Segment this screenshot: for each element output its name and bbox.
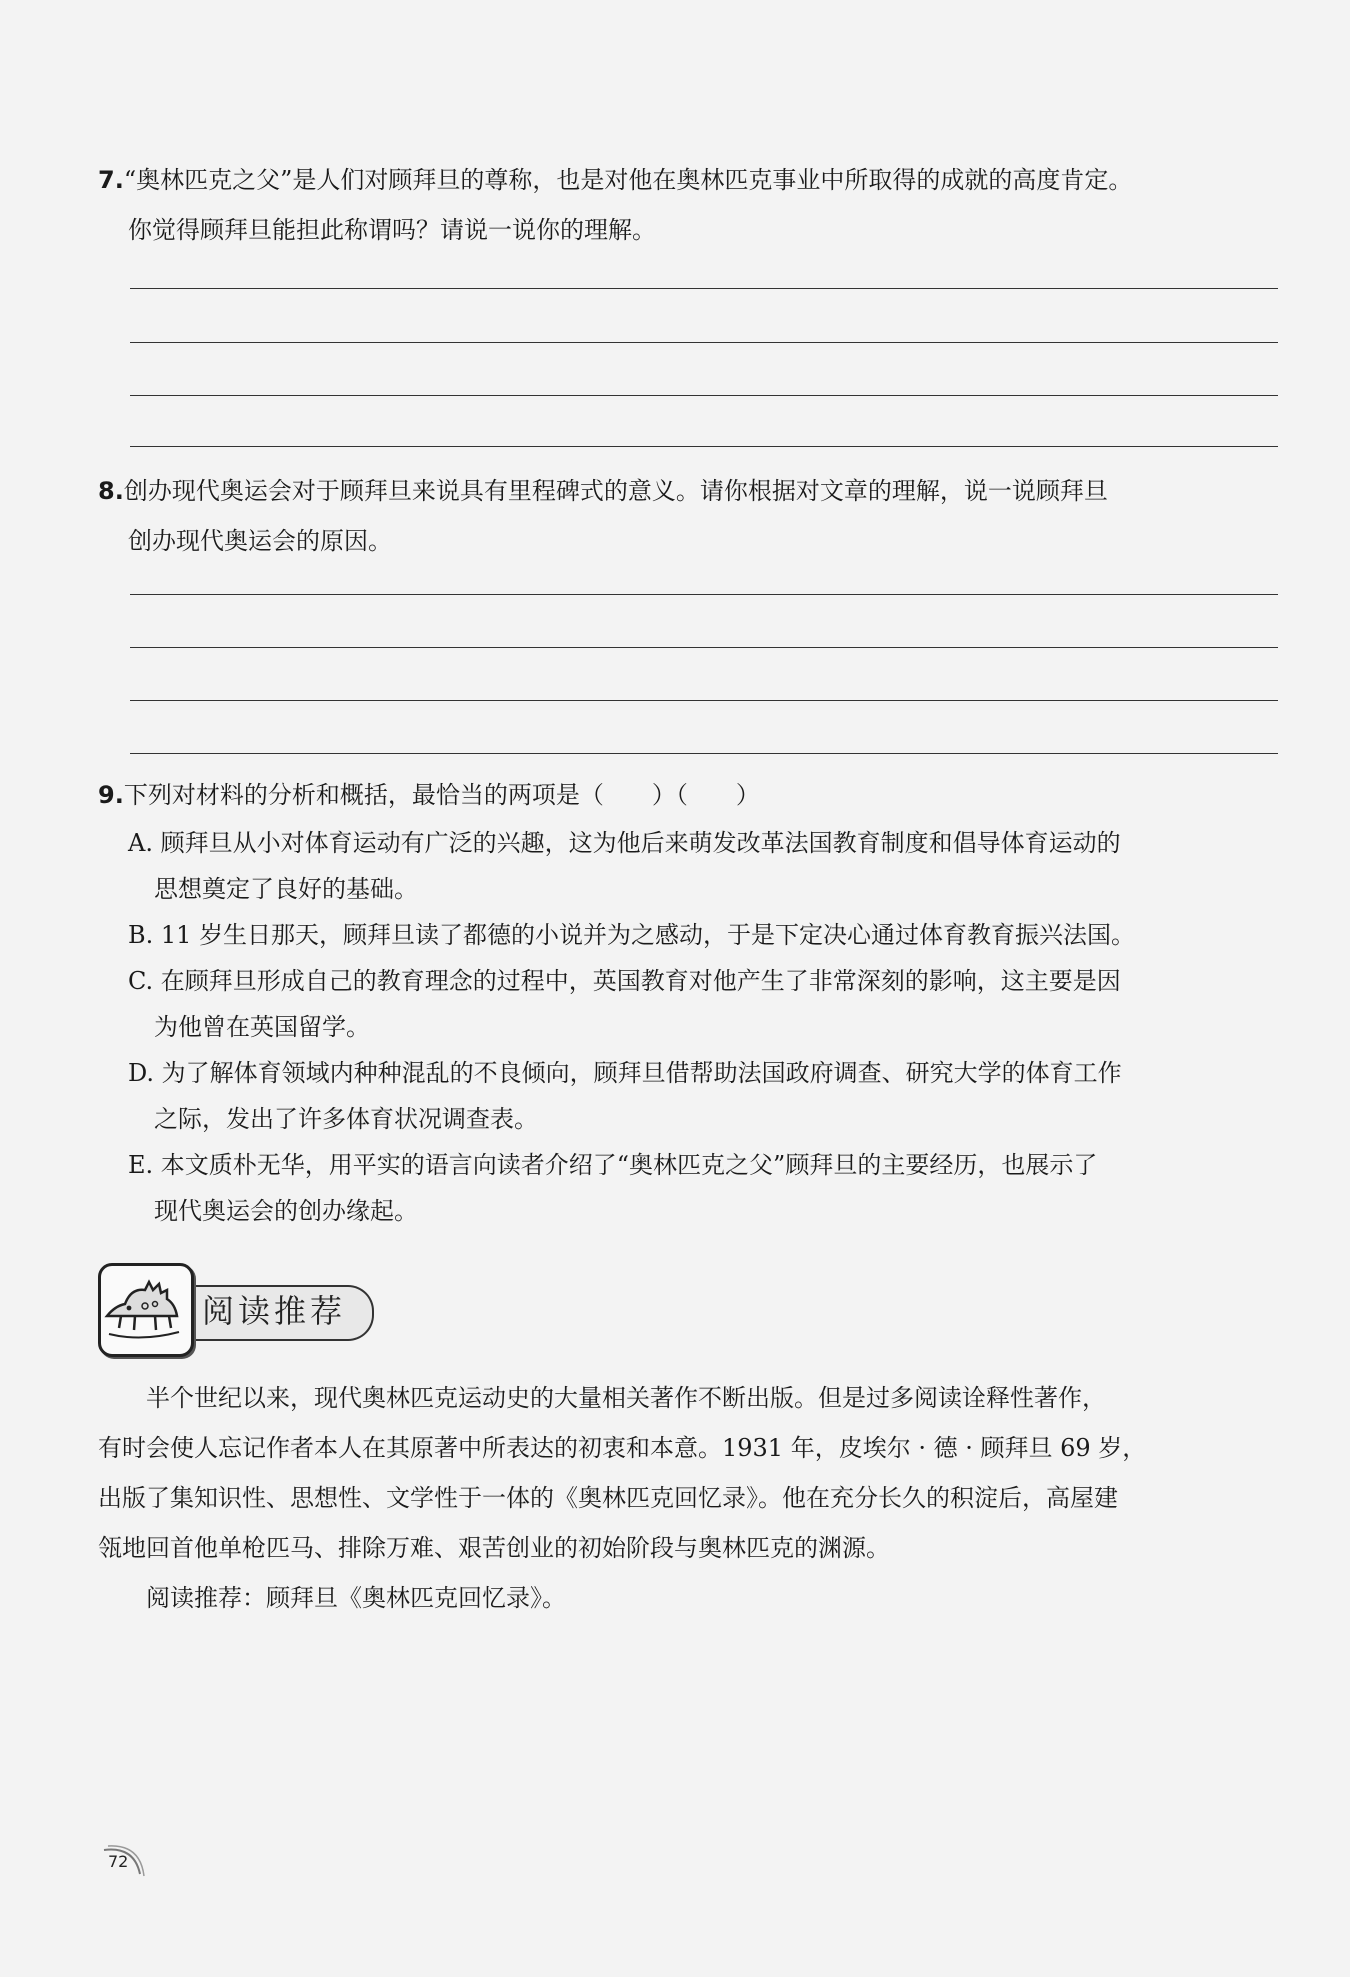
question-7-line-1 xyxy=(98,155,1278,205)
answer-line[interactable] xyxy=(130,594,1278,595)
question-text: 下列对材料的分析和概括，最恰当的两项是（ ）（ ） xyxy=(123,781,760,809)
question-8 xyxy=(98,466,1278,566)
recommendation-line: 阅读推荐：顾拜旦《奥林匹克回忆录》。 xyxy=(98,1584,566,1612)
reading-recommendation-header xyxy=(98,1263,378,1355)
question-9-stem xyxy=(98,770,1278,820)
option-c-continued: 为他曾在英国留学。 xyxy=(154,1013,370,1041)
section-title: 阅读推荐 xyxy=(202,1292,347,1330)
option-a[interactable]: A. 顾拜旦从小对体育运动有广泛的兴趣，这为他后来萌发改革法国教育制度和倡导体育运动的 xyxy=(128,829,1121,857)
paragraph-line: 瓴地回首他单枪匹马、排除万难、艰苦创业的初始阶段与奥林匹克的渊源。 xyxy=(98,1534,890,1562)
answer-line[interactable] xyxy=(130,288,1278,289)
question-text: 创办现代奥运会对于顾拜旦来说具有里程碑式的意义。请你根据对文章的理解，说一说顾拜旦 xyxy=(123,477,1108,505)
option-e-continued: 现代奥运会的创办缘起。 xyxy=(154,1197,418,1225)
answer-line[interactable] xyxy=(130,700,1278,701)
paragraph-line: 半个世纪以来，现代奥林匹克运动史的大量相关著作不断出版。但是过多阅读诠释性著作， xyxy=(98,1384,1106,1412)
recommendation-paragraph xyxy=(98,1373,1278,1623)
question-number: 9. xyxy=(98,781,124,809)
header-icon-box xyxy=(98,1263,194,1357)
paragraph-line: 有时会使人忘记作者本人在其原著中所表达的初衷和本意。1931 年，皮埃尔 · 德 · 顾拜旦 69 岁， xyxy=(98,1434,1147,1462)
option-c[interactable]: C. 在顾拜旦形成自己的教育理念的过程中，英国教育对他产生了非常深刻的影响，这主要是因 xyxy=(128,967,1121,995)
option-d[interactable]: D. 为了解体育领域内种种混乱的不良倾向，顾拜旦借帮助法国政府调查、研究大学的体育工作 xyxy=(128,1059,1122,1087)
answer-line[interactable] xyxy=(130,395,1278,396)
page-number: 72 xyxy=(108,1852,129,1871)
option-d-continued: 之际，发出了许多体育状况调查表。 xyxy=(154,1105,538,1133)
paragraph-line: 出版了集知识性、思想性、文学性于一体的《奥林匹克回忆录》。他在充分长久的积淀后，高屋建 xyxy=(98,1484,1118,1512)
answer-line[interactable] xyxy=(130,753,1278,754)
question-7-line-2: 你觉得顾拜旦能担此称谓吗？请说一说你的理解。 xyxy=(128,216,656,244)
option-b[interactable]: B. 11 岁生日那天，顾拜旦读了都德的小说并为之感动，于是下定决心通过体育教育振兴法国。 xyxy=(128,921,1136,949)
option-a-continued: 思想奠定了良好的基础。 xyxy=(154,875,418,903)
dinosaur-icon xyxy=(101,1266,185,1348)
answer-line[interactable] xyxy=(130,446,1278,447)
question-number: 7. xyxy=(98,166,124,194)
answer-line[interactable] xyxy=(130,647,1278,648)
question-9 xyxy=(98,770,1278,1234)
page-number-badge xyxy=(98,1842,148,1882)
question-8-line-1 xyxy=(98,466,1278,516)
question-7 xyxy=(98,155,1278,255)
question-text: “奥林匹克之父”是人们对顾拜旦的尊称，也是对他在奥林匹克事业中所取得的成就的高度肯定。 xyxy=(123,166,1133,194)
option-e[interactable]: E. 本文质朴无华，用平实的语言向读者介绍了“奥林匹克之父”顾拜旦的主要经历，也展示了 xyxy=(128,1151,1098,1179)
question-number: 8. xyxy=(98,477,124,505)
question-8-line-2: 创办现代奥运会的原因。 xyxy=(128,527,392,555)
answer-line[interactable] xyxy=(130,342,1278,343)
